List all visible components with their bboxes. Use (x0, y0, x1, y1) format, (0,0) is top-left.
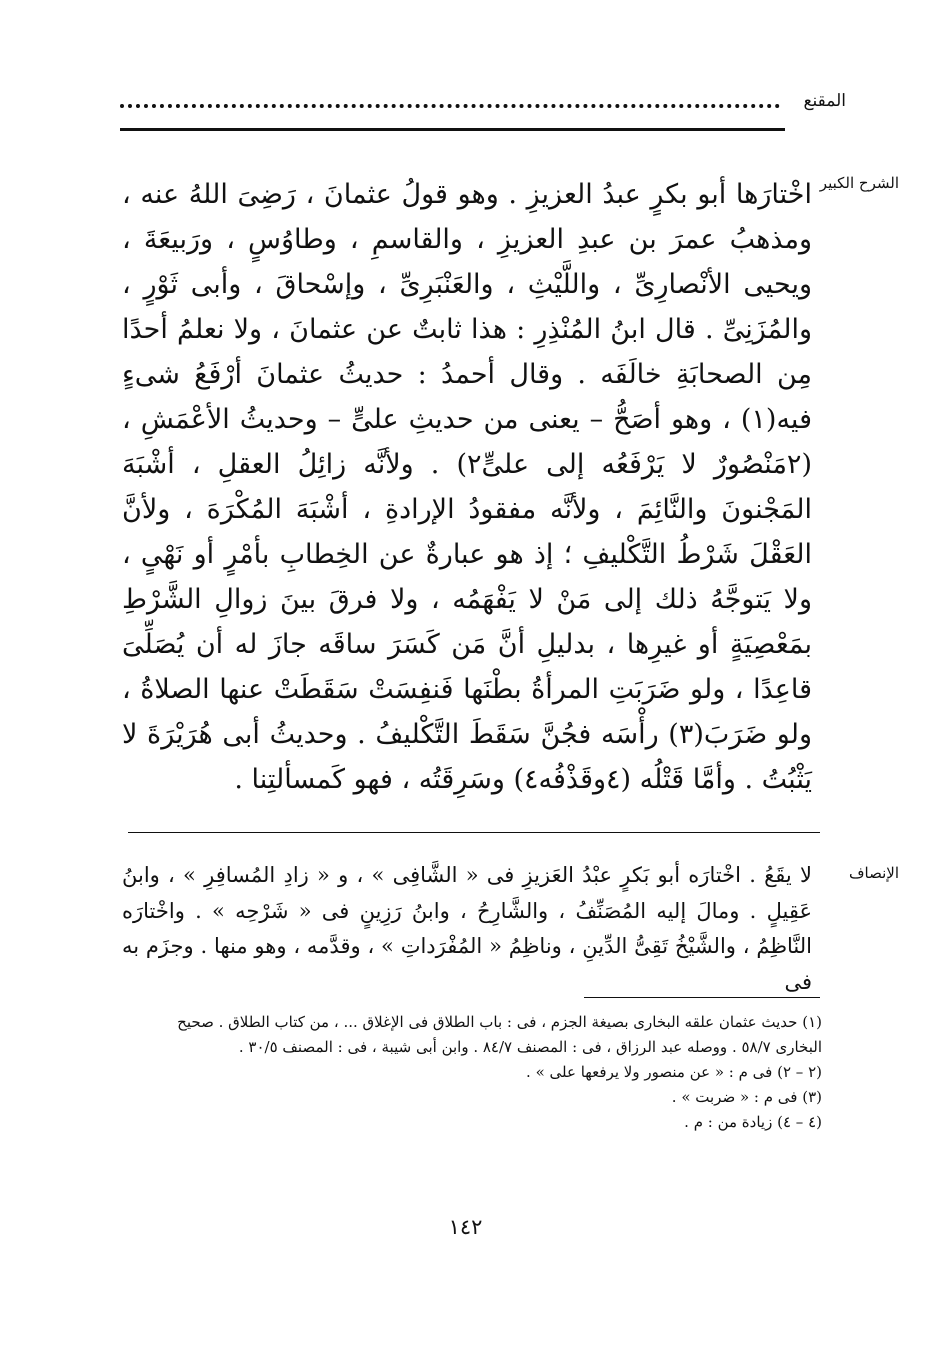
page-number: ١٤٢ (448, 1215, 483, 1239)
running-head-title: المقنع (803, 91, 846, 111)
section-divider (128, 832, 820, 833)
footnote-4: (٤ – ٤) زيادة من : م . (684, 1113, 822, 1131)
section-label-sharh: الشرح الكبير (819, 174, 899, 192)
section-label-insaf: الإنصاف (848, 864, 899, 882)
header-rule (120, 128, 785, 131)
insaf-paragraph: لا يقَعُ . اخْتارَه أبو بَكرٍ عبْدُ العَزيزِ فى « الشَّافِى » ، و « زادِ المُسافِرِ » ، وابنُ عَقِيلٍ . ومالَ إليه المُصَنِّفُ ، والشَّارِحُ ، وابنُ رَزِينٍ فى « شَرْحِه » . واخْتارَه النَّاظِمُ ، والشَّيْخُ تَقِىُّ الدِّينِ ، وناظِمُ « المُفْرَداتِ » ، وقدَّمه ، وهو منها . وجزَم به فى (122, 863, 812, 994)
sharh-paragraph: اخْتارَها أبو بكرٍ عبدُ العزيزِ . وهو قولُ عثمانَ ، رَضِىَ اللهُ عنه ، ومذهبُ عمرَ بن عبدِ العزيزِ ، والقاسمِ ، وطاوُسٍ ، ورَبيعَةَ ، ويحيى الأنْصارِىِّ ، واللَّيْثِ ، والعَنْبَرِىِّ ، وإسْحاقَ ، وأبى ثَوْرٍ ، والمُزَنِىِّ . قال ابنُ المُنْذِرِ : هذا ثابتٌ عن عثمانَ ، ولا نعلمُ أحدًا مِن الصحابَةِ خالَفَه . وقال أحمدُ : حديثُ عثمانَ أرْفَعُ شىءٍ فيه(١) ، وهو أصَحُّ – يعنى من حديثِ علىٍّ – وحديثُ الأعْمَشِ ، (٢مَنْصُورٌ لا يَرْفَعُه إلى علىٍّ٢) . ولأنَّه زائِلُ العقلِ ، أشْبَهَ المَجْنونَ والنَّائِمَ ، ولأنَّه مفقودُ الإرادةِ ، أشْبَهَ المُكْرَهَ ، ولأنَّ العَقْلَ شَرْطُ التَّكْليفِ ؛ إذ هو عبارةٌ عن الخِطابِ بأمْرٍ أو نَهْىٍ ، ولا يَتوجَّهُ ذلك إلى مَنْ لا يَفْهَمُه ، ولا فرقَ بينَ زوالِ الشَّرْطِ بمَعْصِيَةٍ أو غيرِها ، بدليلِ أنَّ مَن كَسَرَ ساقَه جازَ له أن يُصَلِّىَ قاعِدًا ، ولو ضَرَبَتِ المرأةُ بطْنَها فَنفِسَتْ سَقَطَتْ عنها الصلاةُ ، ولو ضَرَبَ(٣) رأْسَه فجُنَّ سَقَطَ التَّكْليفُ . وحديثُ أبى هُرَيْرَةَ لا يَثْبُتُ . وأمَّا قَتْلُه (٤وقَذْفُه٤) وسَرِقَتُه ، فهو كَمسألتِنا . (122, 179, 812, 795)
running-head (120, 88, 846, 118)
sharh-text-block (122, 172, 812, 802)
footnote-1: (١) حديث عثمان علقه البخارى بصيغة الجزم ، فى : باب الطلاق فى الإغلاق ... ، من كتاب الطلاق . صحيح البخارى ٥٨/٧ . ووصله عبد الرزاق ، فى : المصنف ٨٤/٧ . وابن أبى شيبة ، فى : المصنف ٣٠/٥ . (177, 1013, 822, 1056)
footnote-rule (584, 997, 820, 998)
footnotes (132, 1010, 822, 1135)
footnote-3: (٣) فى م : « ضربت » . (671, 1088, 822, 1106)
running-head-dotted-rule (120, 104, 780, 108)
insaf-text-block (122, 858, 812, 1000)
footnote-2: (٢ – ٢) فى م : « عن منصور ولا يرفعها على » . (526, 1063, 822, 1081)
